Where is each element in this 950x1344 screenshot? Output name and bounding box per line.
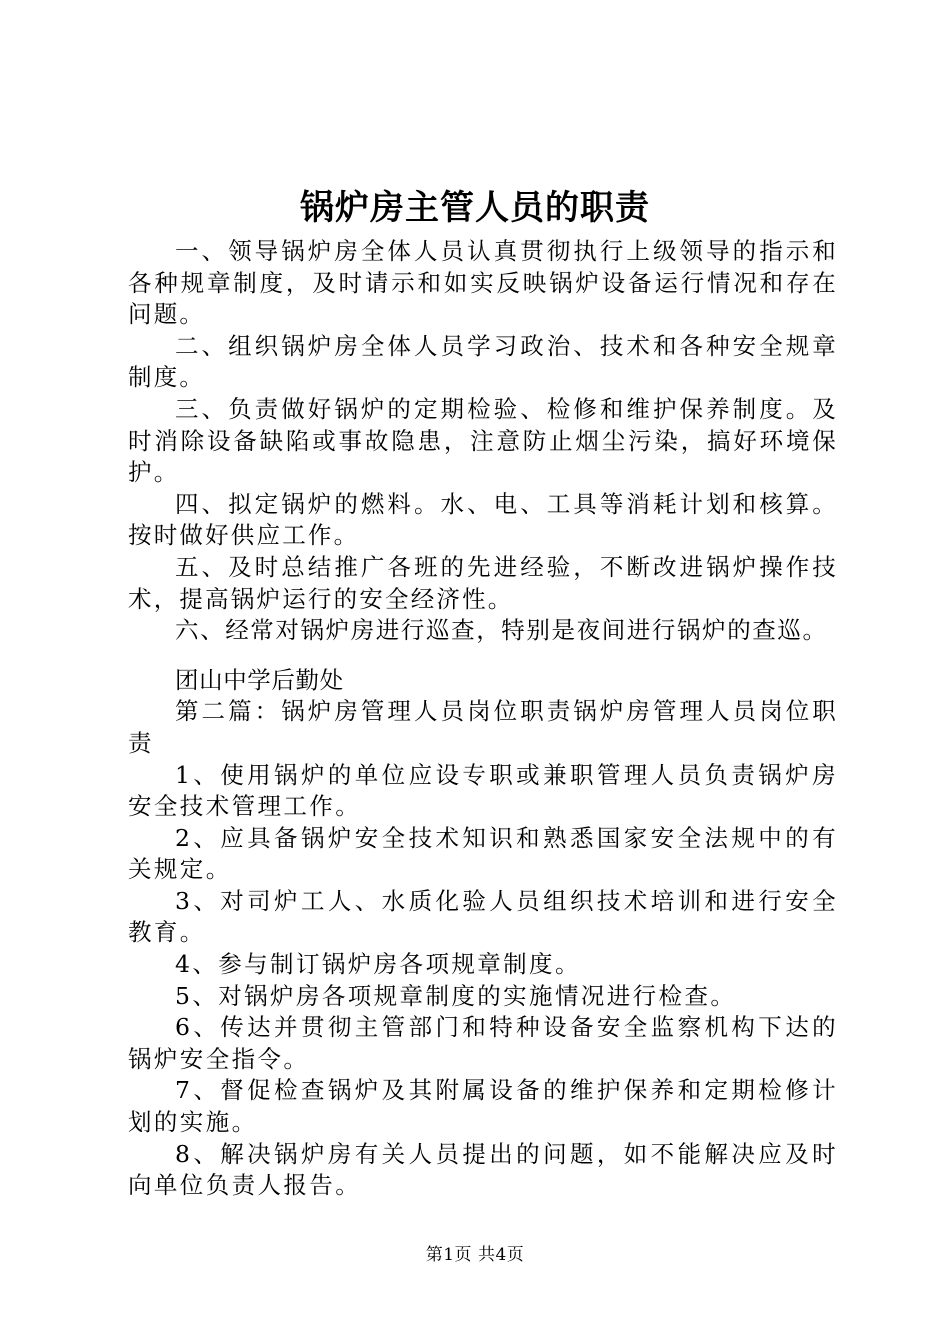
duty-paragraph: 一、领导锅炉房全体人员认真贯彻执行上级领导的指示和各种规章制度，及时请示和如实反映锅炉设备运行情况和存在问题。: [128, 237, 838, 329]
list-item: 3、对司炉工人、水质化验人员组织技术培训和进行安全教育。: [128, 886, 838, 947]
duty-paragraph: 二、组织锅炉房全体人员学习政治、技术和各种安全规章制度。: [128, 331, 838, 392]
section-heading: 第二篇：锅炉房管理人员岗位职责锅炉房管理人员岗位职责: [128, 697, 838, 757]
list-item: 7、督促检查锅炉及其附属设备的维护保养和定期检修计划的实施。: [128, 1076, 838, 1137]
list-item: 6、传达并贯彻主管部门和特种设备安全监察机构下达的锅炉安全指令。: [128, 1013, 838, 1073]
section2-list: [128, 760, 838, 1202]
duty-paragraph: 六、经常对锅炉房进行巡查，特别是夜间进行锅炉的查巡。: [175, 616, 828, 645]
list-item: 2、应具备锅炉安全技术知识和熟悉国家安全法规中的有关规定。: [128, 823, 838, 884]
document-title: 锅炉房主管人员的职责: [300, 188, 650, 228]
list-item: 1、使用锅炉的单位应设专职或兼职管理人员负责锅炉房安全技术管理工作。: [128, 760, 838, 821]
list-item: 8、解决锅炉房有关人员提出的问题，如不能解决应及时向单位负责人报告。: [128, 1139, 838, 1200]
duty-paragraph: 四、拟定锅炉的燃料。水、电、工具等消耗计划和核算。按时做好供应工作。: [128, 489, 838, 550]
list-item: 5、对锅炉房各项规章制度的实施情况进行检查。: [175, 981, 737, 1010]
list-item: 4、参与制订锅炉房各项规章制度。: [175, 950, 581, 979]
document-body: [128, 236, 838, 1202]
signature: 团山中学后勤处: [175, 665, 344, 694]
page-footer: 第1页 共4页: [425, 1245, 525, 1265]
duty-paragraph: 五、及时总结推广各班的先进经验，不断改进锅炉操作技术，提高锅炉运行的安全经济性。: [128, 552, 838, 613]
paragraph-spacer: [128, 647, 838, 665]
duty-paragraph: 三、负责做好锅炉的定期检验、检修和维护保养制度。及时消除设备缺陷或事故隐患，注意防止烟尘污染，搞好环境保护。: [128, 394, 838, 487]
